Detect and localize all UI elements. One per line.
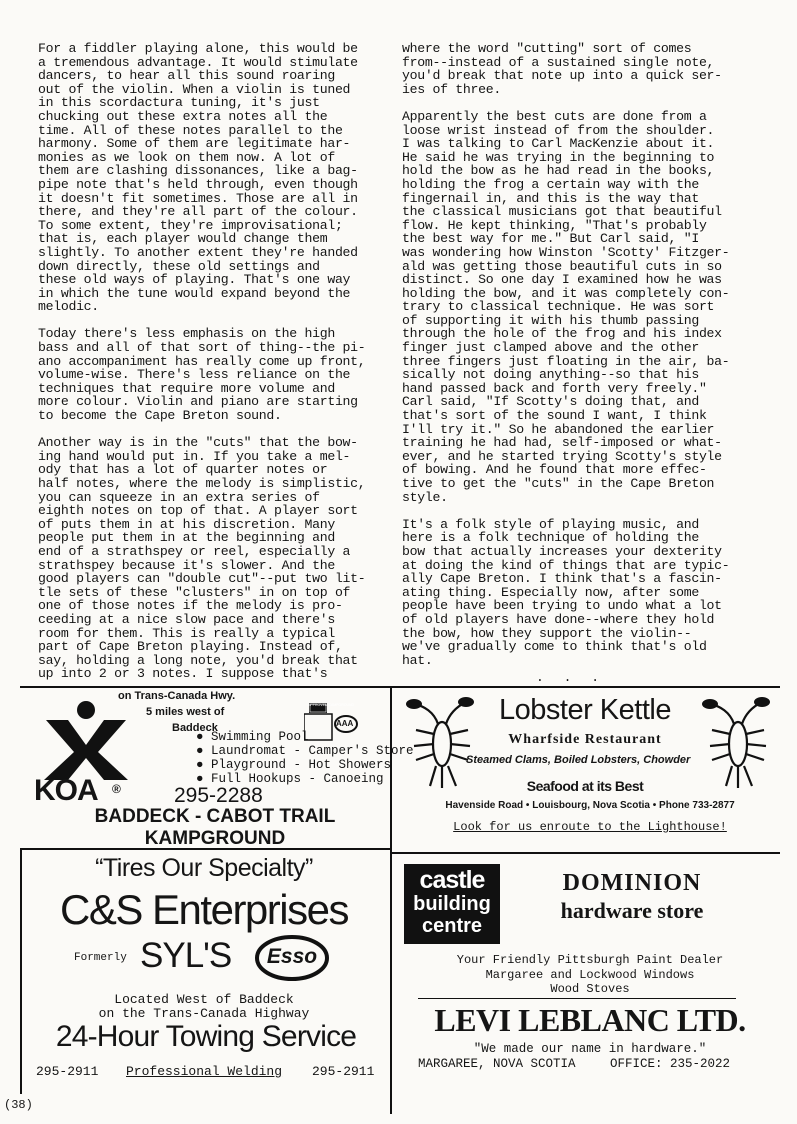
koa-line3: Baddeck xyxy=(172,722,218,734)
ad-grid-right-divider xyxy=(392,852,780,854)
koa-teepee-logo-icon xyxy=(36,700,136,780)
koa-amenity: ● Swimming Pool xyxy=(196,730,309,744)
bullet-icon: ● xyxy=(196,758,212,772)
koa-amenity: ● Full Hookups - Canoeing xyxy=(196,772,384,786)
levi-leblanc-name: LEVI LEBLANC LTD. xyxy=(434,1002,746,1038)
castle-logo-line-3: centre xyxy=(421,915,483,937)
aaa-badge-label: APPROVED CAMPGROUND xyxy=(308,703,355,707)
koa-registered-mark: ® xyxy=(112,782,121,796)
bullet-icon: ● xyxy=(196,744,212,758)
lobster-kettle-title: Lobster Kettle xyxy=(499,694,671,726)
dominion-divider xyxy=(418,998,736,999)
ellipsis: . . . xyxy=(536,670,606,685)
koa-headline-2: KAMPGROUND xyxy=(144,828,286,849)
cs-ad-left-border xyxy=(20,850,22,1094)
dominion-line-3: Wood Stoves xyxy=(550,982,630,996)
article-right-column xyxy=(402,42,754,681)
castle-logo-line-2: building xyxy=(413,893,491,915)
lobster-kettle-slogan: Seafood at its Best xyxy=(526,778,644,794)
cs-old-name: SYL'S xyxy=(140,936,232,975)
koa-logo: KOA xyxy=(34,774,98,807)
article-paragraph: Today there's less emphasis on the high bass and all of that sort of thing--the pi- ano accompaniment has really come up front, volume-wise. There's less reliance on the techniques that require more volume and more colour. Violin and piano are starting to become the Cape Breton sound. xyxy=(38,326,366,424)
cs-towing: 24-Hour Towing Service xyxy=(55,1020,357,1053)
article-paragraph: It's a folk style of playing music, and here is a folk technique of holding the bow that actually increases your dexterity at doing the kind of things that are typic- ally Cape Breton. I think that's a fascin- ating thing. Especially now, after some people have been trying to undo what a lot of old players have done--where they hold the bow, how they support the violin-- we've gradually come to think that's old hat. xyxy=(402,516,730,668)
koa-line1: on Trans-Canada Hwy. xyxy=(118,690,236,702)
cs-phone-right: 295-2911 xyxy=(312,1064,375,1079)
lobster-kettle-tagline: Steamed Clams, Boiled Lobsters, Chowder xyxy=(466,754,691,766)
cs-formerly: Formerly xyxy=(74,952,127,964)
koa-amenities xyxy=(196,730,414,786)
cs-phone-left: 295-2911 xyxy=(36,1064,99,1079)
cs-tagline: “Tires Our Specialty” xyxy=(95,854,313,882)
dominion-details xyxy=(400,953,780,997)
dominion-line-1: Your Friendly Pittsburgh Paint Dealer xyxy=(456,953,724,967)
cs-location-1: Located West of Baddeck xyxy=(114,992,294,1007)
koa-phone: 295-2288 xyxy=(174,784,263,807)
page-number: (38) xyxy=(4,1098,33,1112)
castle-logo-line-1: castle xyxy=(419,866,485,894)
cs-location-2: on the Trans-Canada Highway xyxy=(98,1006,310,1021)
lobster-kettle-subtitle: Wharfside Restaurant xyxy=(508,732,662,747)
koa-amenity: ● Laundromat - Camper's Store xyxy=(196,744,414,758)
koa-amenity: ● Playground - Hot Showers xyxy=(196,758,392,772)
koa-line2: 5 miles west of xyxy=(146,706,225,718)
koa-headline-1: BADDECK - CABOT TRAIL xyxy=(94,806,336,827)
aaa-logo: AAA xyxy=(336,719,354,728)
esso-logo-text: Esso xyxy=(266,945,318,968)
lobster-right-icon xyxy=(698,694,778,794)
ad-grid-top-rule xyxy=(20,686,780,688)
article-paragraph: Apparently the best cuts are done from a loose wrist instead of from the shoulder. I was talking to Carl MacKenzie about it. He said he was trying in the beginning to hold the bow as he had read in the books, holding the frog a certain way with the fingernail in, and this is the way that the classical musicians got that beautiful flow. He kept thinking, "That's probably the best way for me." But Carl said, "I was wondering how Winston 'Scotty' Fitzger- ald was getting those beautiful cuts in so distinct. So one day I examined how he was holding the bow, and it was completely con- trary to classical technique. He was sort of supporting it with his thumb passing through the hole of the frog and his index finger just clamped above and the other three fingers just floating in the air, ba- sically not doing anything--so that his hand passed back and forth very freely." Carl said, "If Scotty's doing that, and that's sort of the sound I want, I think I'll try it." So he abandoned the earlier training he had had, self-imposed or what- ever, and he started trying Scotty's style of bowing. And he found that more effec- tive to get the "cuts" in the Cape Breton style. xyxy=(402,108,730,505)
bullet-icon: ● xyxy=(196,730,212,744)
cs-name: C&S Enterprises xyxy=(60,886,348,933)
article-left-column xyxy=(38,42,390,695)
article-paragraph: where the word "cutting" sort of comes from--instead of a sustained single note, you'd break that note up into a quick ser- ies of three. xyxy=(402,41,722,97)
levi-leblanc-slogan: "We made our name in hardware." xyxy=(473,1042,707,1056)
dominion-name: DOMINION xyxy=(562,870,702,896)
article-paragraph: For a fiddler playing alone, this would be a tremendous advantage. It would stimulate dancers, to hear all this sound roaring out of the violin. When a violin is tuned in this scordactura tuning, it's just chucking out these extra notes all the time. All of these notes parallel to the harmony. Some of them are legitimate har- monies as we look on them now. A lot of them are clashing dissonances, like a bag- pipe note that's held through, even though it doesn't fit sometimes. Those are all in there, and they're all part of the colour. To some extent, they're improvisational; that is, each player would change them slightly. To another extent they're handed down directly, these old settings and these old ways of playing. That's one way in which the tune would expand beyond the melodic. xyxy=(38,41,358,315)
cs-welding: Professional Welding xyxy=(126,1064,283,1079)
levi-leblanc-office: OFFICE: 235-2022 xyxy=(610,1057,731,1071)
levi-leblanc-address: MARGAREE, NOVA SCOTIA xyxy=(418,1057,576,1071)
lobster-kettle-footer: Look for us enroute to the Lighthouse! xyxy=(453,820,727,834)
article-paragraph: Another way is in the "cuts" that the bow- ing hand would put in. If you take a mel- ody that has a lot of quarter notes or half notes, where the melody is simplistic, you can squeeze in an extra series of eighth notes on top of that. A player sort of puts them in at his discretion. Many people put them in at the beginning and end of a strathspey or reel, especially a strathspey because it's slower. And the good players can "double cut"--put two lit- tle sets of these "clusters" in on top of one of those notes if the melody is pro- ceeding at a nice slow pace and there's room for them. This is really a typical part of Cape Breton playing. Instead of, say, holding a long note, you'd break that up into 2 or 3 notes. I suppose that's xyxy=(38,435,366,682)
dominion-line-2: Margaree and Lockwood Windows xyxy=(485,967,695,982)
dominion-subname: hardware store xyxy=(560,898,704,923)
lobster-kettle-address: Havenside Road • Louisbourg, Nova Scotia • Phone 733-2877 xyxy=(445,800,735,811)
bullet-icon: ● xyxy=(196,772,212,786)
